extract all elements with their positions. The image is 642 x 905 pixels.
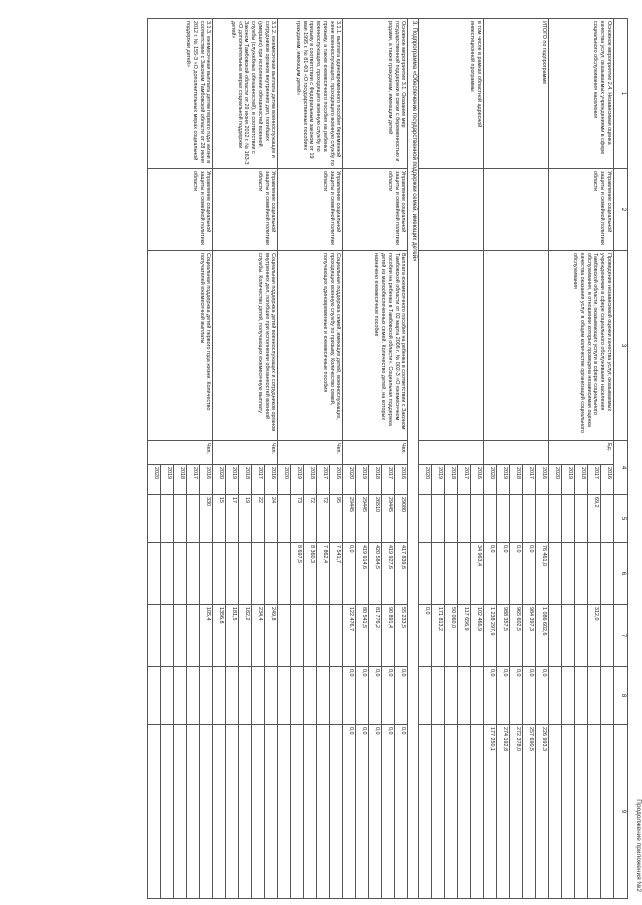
value-cell-c5 [497, 495, 510, 543]
year-cell: 2018 [174, 465, 187, 495]
value-cell-c5 [471, 495, 484, 543]
value-cell-c6 [252, 543, 265, 605]
value-cell-c5 [523, 495, 536, 543]
value-cell-c8 [458, 667, 471, 725]
value-cell-c9 [588, 725, 601, 899]
value-cell-c9 [278, 725, 291, 899]
year-cell: 2019 [432, 465, 445, 495]
value-cell-c8 [575, 667, 588, 725]
value-cell-c8 [445, 667, 458, 725]
value-cell-c8: 0,0 [356, 667, 369, 725]
value-cell-c7: 102 466,9 [471, 605, 484, 667]
year-cell: 2018 [304, 465, 317, 495]
value-cell-c9 [419, 725, 432, 899]
value-cell-c8 [419, 667, 432, 725]
subprogram-title: 3. Подпрограмма «Обеспечение государственной поддержки семей, имеющих детей» [408, 19, 419, 899]
value-cell-c7 [549, 605, 562, 667]
value-cell-c5 [148, 495, 161, 543]
table-row [536, 19, 549, 899]
value-cell-c8 [200, 667, 213, 725]
cell-c4: Ед. [549, 441, 614, 465]
value-cell-c7 [317, 605, 330, 667]
value-cell-c6: 7 862,4 [317, 543, 330, 605]
table-row [471, 19, 484, 899]
cell-c3: Социальная поддержка детей первого года жизни. Количество получателей ежемесячной выплаты [148, 251, 213, 441]
year-cell: 2020 [278, 465, 291, 495]
value-cell-c7 [148, 605, 161, 667]
value-cell-c7: 984 397,3 [523, 605, 536, 667]
value-cell-c5: 29445 [343, 495, 356, 543]
value-cell-c5: 15 [213, 495, 226, 543]
year-cell: 2016 [395, 465, 408, 495]
col-header-4: 4 [614, 441, 628, 495]
table-row [601, 19, 614, 899]
year-cell: 2020 [343, 465, 356, 495]
value-cell-c9: 272 378,0 [510, 725, 523, 899]
value-cell-c5 [174, 495, 187, 543]
value-cell-c5: 72 [304, 495, 317, 543]
value-cell-c6: 76 461,0 [536, 543, 549, 605]
page-note: Продолжение приложения №2 [635, 799, 642, 892]
value-cell-c5 [601, 495, 614, 543]
value-cell-c6 [575, 543, 588, 605]
cell-c2: Управление социальной защиты и семейной политики области [549, 169, 614, 251]
value-cell-c8: 0,0 [523, 667, 536, 725]
cell-c1: Основное мероприятие 3.1. Оказание мер государственной поддержки в связи с беременностью и родами, а также гражданам, имеющим детей [343, 19, 408, 169]
value-cell-c9 [265, 725, 278, 899]
value-cell-c5: 24 [265, 495, 278, 543]
value-cell-c7 [304, 605, 317, 667]
year-cell: 2017 [317, 465, 330, 495]
value-cell-c7: 1 238 297,9 [484, 605, 497, 667]
value-cell-c6 [239, 543, 252, 605]
value-cell-c5: 73 [291, 495, 304, 543]
col-header-6: 6 [614, 543, 628, 605]
value-cell-c7 [278, 605, 291, 667]
cell-c3: Социальная поддержка детей военнослужащих и сотрудников органов внутренних дел, погибших при исполнении обязанностей военной службы. Количество детей, получающих ежемесячную выплату [213, 251, 278, 441]
year-cell: 2019 [161, 465, 174, 495]
value-cell-c6 [432, 543, 445, 605]
value-cell-c9 [458, 725, 471, 899]
value-cell-c8 [148, 667, 161, 725]
value-cell-c8 [226, 667, 239, 725]
value-cell-c5: 72 [317, 495, 330, 543]
table-row [330, 19, 343, 899]
value-cell-c8: 0,0 [369, 667, 382, 725]
value-cell-c5: 29445 [382, 495, 395, 543]
cell-c1: 3.1.3. ежемесячная выплата детям первого года жизни в соответствии с Законом Тамбовской области от 28 июня 2012 г. № 155-З «О дополнительных мерах социальной поддержки детей» [148, 19, 213, 169]
value-cell-c8 [265, 667, 278, 725]
value-cell-c5 [575, 495, 588, 543]
value-cell-c8 [187, 667, 200, 725]
value-cell-c5 [445, 495, 458, 543]
value-cell-c6 [161, 543, 174, 605]
value-cell-c5: 26510 [369, 495, 382, 543]
value-cell-c9: 0,0 [356, 725, 369, 899]
value-cell-c9: 0,0 [343, 725, 356, 899]
col-header-5: 5 [614, 495, 628, 543]
year-cell: 2016 [200, 465, 213, 495]
value-cell-c8 [278, 667, 291, 725]
cell-c1: в том числе в рамках областной адресной инвестиционной программы [419, 19, 484, 169]
value-cell-c9 [226, 725, 239, 899]
cell-c3 [484, 251, 549, 441]
value-cell-c7: 117 656,9 [458, 605, 471, 667]
value-cell-c6: 419 914,6 [356, 543, 369, 605]
value-cell-c9 [575, 725, 588, 899]
year-cell: 2020 [419, 465, 432, 495]
value-cell-c5 [161, 495, 174, 543]
value-cell-c9 [304, 725, 317, 899]
program-table [148, 18, 629, 899]
year-cell: 2016 [601, 465, 614, 495]
value-cell-c9 [445, 725, 458, 899]
value-cell-c9 [174, 725, 187, 899]
year-cell: 2019 [356, 465, 369, 495]
col-header-8: 8 [614, 667, 628, 725]
value-cell-c9 [239, 725, 252, 899]
col-header-2: 2 [614, 169, 628, 251]
col-header-7: 7 [614, 605, 628, 667]
value-cell-c6: 0,0 [484, 543, 497, 605]
value-cell-c9 [562, 725, 575, 899]
value-cell-c7: 0,0 [419, 605, 432, 667]
value-cell-c9: 257 690,5 [523, 725, 536, 899]
value-cell-c8 [317, 667, 330, 725]
value-cell-c8 [213, 667, 226, 725]
value-cell-c5 [510, 495, 523, 543]
value-cell-c9: 274 192,8 [497, 725, 510, 899]
value-cell-c7 [562, 605, 575, 667]
value-cell-c7: 234,4 [252, 605, 265, 667]
value-cell-c6 [148, 543, 161, 605]
value-cell-c8 [562, 667, 575, 725]
value-cell-c7 [330, 605, 343, 667]
value-cell-c8 [549, 667, 562, 725]
subprogram-section [408, 19, 419, 899]
year-cell: 2016 [330, 465, 343, 495]
table-row [200, 19, 213, 899]
col-header-9: 9 [614, 725, 628, 899]
table-row [265, 19, 278, 899]
year-cell: 2018 [510, 465, 523, 495]
value-cell-c6 [588, 543, 601, 605]
value-cell-c5: 69,2 [588, 495, 601, 543]
year-cell: 2018 [369, 465, 382, 495]
value-cell-c5: 330 [200, 495, 213, 543]
cell-c3: Выплата ежемесячного пособия на ребенка в соответствии с Законом Тамбовской области от 02 марта 2006 г. № 002-З «О ежемесячном пособии на ребенка в Тамбовской области». Социальная поддержка детей из малообеспеченных семей. Количество детей, на которых назначено ежемесячное пособие [343, 251, 408, 441]
value-cell-c7 [291, 605, 304, 667]
header-row [614, 19, 628, 899]
value-cell-c5: 17 [226, 495, 239, 543]
cell-c2: Управление социальной защиты и семейной политики области [148, 169, 213, 251]
value-cell-c8 [330, 667, 343, 725]
value-cell-c5 [278, 495, 291, 543]
value-cell-c6: 419 927,6 [382, 543, 395, 605]
value-cell-c5 [536, 495, 549, 543]
value-cell-c6 [445, 543, 458, 605]
year-cell: 2018 [239, 465, 252, 495]
value-cell-c7 [161, 605, 174, 667]
value-cell-c7: 171 813,2 [432, 605, 445, 667]
value-cell-c9 [161, 725, 174, 899]
table-body-part1 [419, 19, 614, 899]
value-cell-c8 [291, 667, 304, 725]
value-cell-c5 [484, 495, 497, 543]
value-cell-c6 [549, 543, 562, 605]
year-cell: 2017 [252, 465, 265, 495]
col-header-3: 3 [614, 251, 628, 441]
cell-c4: Чел. [278, 441, 343, 465]
cell-c2 [419, 169, 484, 251]
value-cell-c9 [187, 725, 200, 899]
value-cell-c7: 90 891,4 [382, 605, 395, 667]
value-cell-c6 [187, 543, 200, 605]
value-cell-c6 [562, 543, 575, 605]
value-cell-c8 [588, 667, 601, 725]
value-cell-c9: 226 993,3 [536, 725, 549, 899]
value-cell-c6: 0,0 [510, 543, 523, 605]
year-cell: 2020 [484, 465, 497, 495]
table-body-part2 [148, 19, 408, 899]
value-cell-c8: 0,0 [497, 667, 510, 725]
value-cell-c7: 80 541,5 [356, 605, 369, 667]
value-cell-c8 [471, 667, 484, 725]
cell-c1: ИТОГО по подпрограмме [484, 19, 549, 169]
value-cell-c9: 0,0 [369, 725, 382, 899]
value-cell-c7: 1356,8 [213, 605, 226, 667]
cell-c3: Социальная поддержка семей, имеющих детей, военнослужащих, проходящих военную службу по призыву. Количество семей, получающих единовременные и ежемесячные пособия [278, 251, 343, 441]
value-cell-c9 [200, 725, 213, 899]
value-cell-c7: 1 086 602,6 [536, 605, 549, 667]
value-cell-c5: 22 [252, 495, 265, 543]
value-cell-c7 [187, 605, 200, 667]
value-cell-c7: 312,0 [588, 605, 601, 667]
value-cell-c7: 181,5 [226, 605, 239, 667]
value-cell-c8: 0,0 [484, 667, 497, 725]
year-cell: 2016 [471, 465, 484, 495]
year-cell: 2018 [445, 465, 458, 495]
value-cell-c9 [549, 725, 562, 899]
value-cell-c7 [575, 605, 588, 667]
value-cell-c7: 249,8 [265, 605, 278, 667]
value-cell-c7: 50 060,0 [445, 605, 458, 667]
value-cell-c5 [419, 495, 432, 543]
value-cell-c6: 8 360,3 [304, 543, 317, 605]
value-cell-c5: 19 [239, 495, 252, 543]
value-cell-c5 [562, 495, 575, 543]
value-cell-c5 [458, 495, 471, 543]
value-cell-c6 [213, 543, 226, 605]
cell-c4: Чел. [148, 441, 213, 465]
value-cell-c9 [601, 725, 614, 899]
col-header-1: 1 [614, 19, 628, 169]
year-cell: 2017 [458, 465, 471, 495]
value-cell-c5 [187, 495, 200, 543]
value-cell-c8 [304, 667, 317, 725]
value-cell-c9: 0,0 [395, 725, 408, 899]
value-cell-c8: 0,0 [536, 667, 549, 725]
value-cell-c9 [471, 725, 484, 899]
value-cell-c9 [317, 725, 330, 899]
value-cell-c7 [174, 605, 187, 667]
table-row [395, 19, 408, 899]
year-cell: 2016 [536, 465, 549, 495]
cell-c1: 3.1.2. ежемесячная выплата детям военнослужащих и сотрудников органов внутренних дел, погибших (умерших) при исполнении обязанностей военной службы (служебных обязанностей), в соответствии с Законом Тамбовской области от 29 июня 2012 г. № 163-З «О дополнительных мерах социальной поддержки детей» [213, 19, 278, 169]
value-cell-c8 [432, 667, 445, 725]
value-cell-c7: 81 776,2 [369, 605, 382, 667]
year-cell: 2019 [291, 465, 304, 495]
value-cell-c6: 34 963,4 [471, 543, 484, 605]
year-cell: 2017 [382, 465, 395, 495]
cell-c3: Проведение независимой оценки качества услуг, оказываемых учреждениями в сфере социального обслуживания населения Тамбовской области, оказывающих услуги в сфере социального обслуживания, в отношении которых проведена независимая оценка качества оказания услуг в общем количестве организаций социального обслуживания [549, 251, 614, 441]
value-cell-c7: 122 476,7 [343, 605, 356, 667]
cell-c4 [419, 441, 484, 465]
value-cell-c8 [174, 667, 187, 725]
value-cell-c5 [549, 495, 562, 543]
cell-c1: Основное мероприятие 2.4. Независимая оценка качества услуг, оказываемых учреждениями в сфере социального обслуживания населения [549, 19, 614, 169]
value-cell-c8 [161, 667, 174, 725]
year-cell: 2018 [575, 465, 588, 495]
rotated-table-wrapper [18, 18, 642, 898]
value-cell-c9 [291, 725, 304, 899]
value-cell-c6: 420 584,5 [369, 543, 382, 605]
cell-c3 [419, 251, 484, 441]
value-cell-c6 [278, 543, 291, 605]
value-cell-c6: 7 541,7 [330, 543, 343, 605]
year-cell: 2019 [497, 465, 510, 495]
value-cell-c7: 965 602,5 [510, 605, 523, 667]
value-cell-c7: 988 357,5 [497, 605, 510, 667]
year-cell: 2020 [148, 465, 161, 495]
cell-c4: Чел. [343, 441, 408, 465]
value-cell-c6 [601, 543, 614, 605]
value-cell-c6: 0,0 [343, 543, 356, 605]
year-cell: 2020 [213, 465, 226, 495]
year-cell: 2019 [226, 465, 239, 495]
value-cell-c8: 0,0 [343, 667, 356, 725]
value-cell-c6 [458, 543, 471, 605]
value-cell-c8: 0,0 [510, 667, 523, 725]
value-cell-c8 [252, 667, 265, 725]
cell-c4 [484, 441, 549, 465]
year-cell: 2017 [187, 465, 200, 495]
value-cell-c7 [601, 605, 614, 667]
year-cell: 2017 [523, 465, 536, 495]
subprogram-title-row [408, 19, 419, 899]
value-cell-c9: 0,0 [382, 725, 395, 899]
value-cell-c8: 0,0 [395, 667, 408, 725]
value-cell-c6 [265, 543, 278, 605]
value-cell-c7: 55 233,5 [395, 605, 408, 667]
value-cell-c9 [213, 725, 226, 899]
cell-c2: Управление социальной защиты и семейной политики области [213, 169, 278, 251]
value-cell-c6: 417 839,6 [395, 543, 408, 605]
value-cell-c7: 182,2 [239, 605, 252, 667]
value-cell-c9 [432, 725, 445, 899]
value-cell-c6: 8 697,5 [291, 543, 304, 605]
value-cell-c9 [252, 725, 265, 899]
year-cell: 2017 [588, 465, 601, 495]
value-cell-c5: 29080 [395, 495, 408, 543]
cell-c4: Чел. [213, 441, 278, 465]
value-cell-c5 [432, 495, 445, 543]
value-cell-c6: 0,0 [497, 543, 510, 605]
cell-c2: Управление социальной защиты и семейной политики области [278, 169, 343, 251]
cell-c2 [484, 169, 549, 251]
value-cell-c6 [419, 543, 432, 605]
value-cell-c6: 0,0 [523, 543, 536, 605]
value-cell-c8 [239, 667, 252, 725]
value-cell-c8 [601, 667, 614, 725]
cell-c2: Управление социальной защиты и семейной политики области [343, 169, 408, 251]
year-cell: 2016 [265, 465, 278, 495]
value-cell-c8: 0,0 [382, 667, 395, 725]
value-cell-c9 [148, 725, 161, 899]
value-cell-c5: 95 [330, 495, 343, 543]
year-cell: 2019 [562, 465, 575, 495]
value-cell-c6 [200, 543, 213, 605]
value-cell-c9: 177 250,1 [484, 725, 497, 899]
value-cell-c6 [226, 543, 239, 605]
value-cell-c5: 29445 [356, 495, 369, 543]
cell-c1: 3.1.1. выплата единовременного пособия беременной жене военнослужащего, проходящего военную службу по призыву, а также ежемесячного пособия на ребенка военнослужащего, проходящего военную службу по призыву в соответствии с Федеральным законом от 19 мая 1995 г. № 81-ФЗ «О государственных пособиях гражданам, имеющим детей» [278, 19, 343, 169]
value-cell-c6 [174, 543, 187, 605]
year-cell: 2020 [549, 465, 562, 495]
value-cell-c9 [330, 725, 343, 899]
value-cell-c7: 105,4 [200, 605, 213, 667]
